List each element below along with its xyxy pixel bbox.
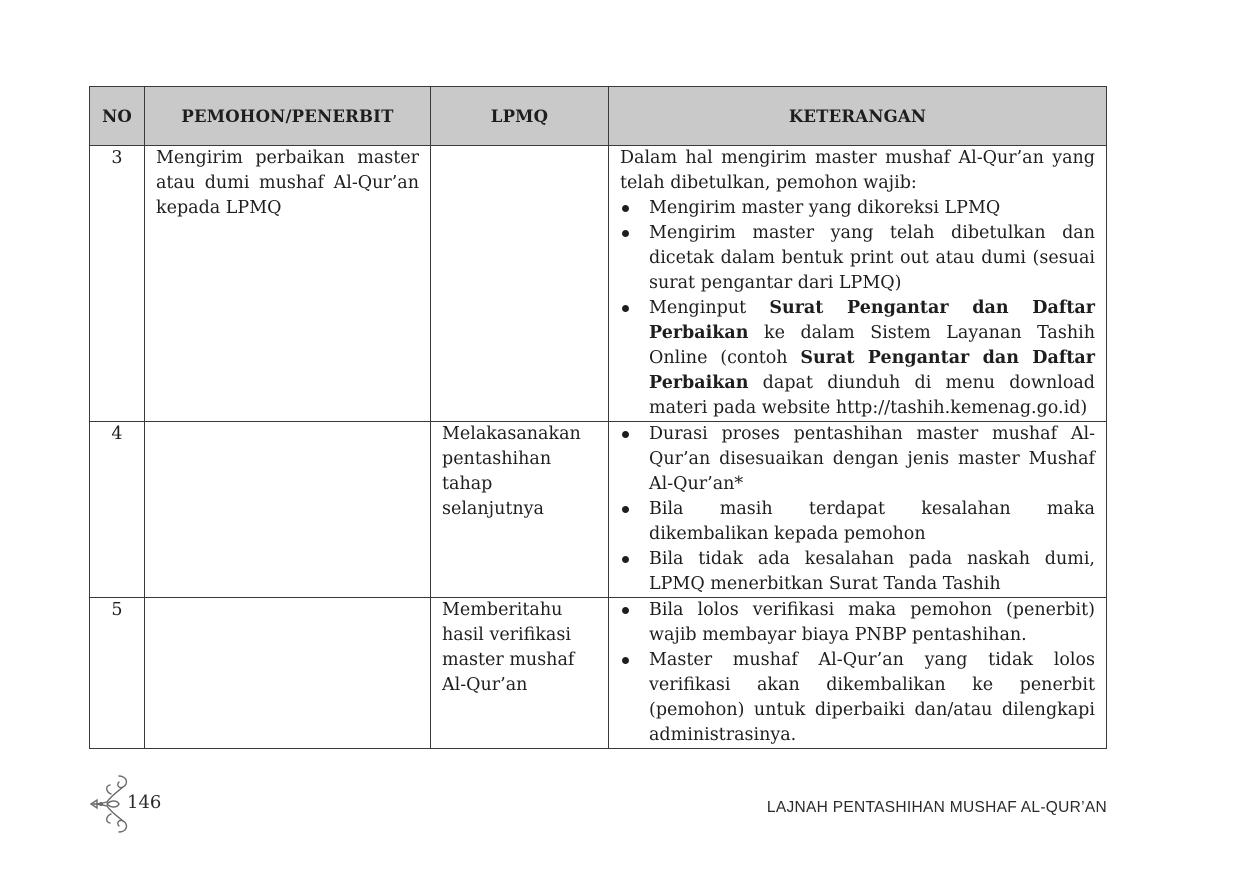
procedure-table xyxy=(89,86,1107,749)
header-pemohon: PEMOHON/PENERBIT xyxy=(145,87,431,146)
bullet-text: Menginput xyxy=(649,298,770,318)
bullet-item: Mengirim master yang dikoreksi LPMQ xyxy=(620,196,1095,221)
page-number: 146 xyxy=(127,792,162,813)
bullet-item: Mengirim master yang telah dibetulkan dan dicetak dalam bentuk print out atau dumi (sesuai surat pengantar dari LPMQ) xyxy=(620,221,1095,296)
bullet-item: Bila masih terdapat kesalahan maka dikembalikan kepada pemohon xyxy=(620,497,1095,547)
row-number: 3 xyxy=(90,146,145,422)
pemohon-cell: Mengirim perbaikan master atau dumi mushaf Al-Qur’an kepada LPMQ xyxy=(145,146,431,422)
table-row xyxy=(90,146,1107,422)
keterangan-intro: Dalam hal mengirim master mushaf Al-Qur’an yang telah dibetulkan, pemohon wajib: xyxy=(620,148,1095,193)
lpmq-cell xyxy=(431,146,609,422)
row-number: 4 xyxy=(90,422,145,598)
table-header-row xyxy=(90,87,1107,146)
bullet-item xyxy=(620,296,1095,421)
bullet-bold-text: Surat Pengantar dan Daftar Perbaikan xyxy=(649,348,1095,393)
row-number: 5 xyxy=(90,598,145,749)
keterangan-bullet-list xyxy=(620,196,1095,421)
pemohon-cell xyxy=(145,598,431,749)
bullet-text: dapat diunduh di menu download materi pada website http://tashih.kemenag.go.id) xyxy=(649,373,1095,418)
keterangan-cell xyxy=(609,146,1107,422)
header-keterangan: KETERANGAN xyxy=(609,87,1107,146)
bullet-item: Master mushaf Al-Qur’an yang tidak lolos verifikasi akan dikembalikan ke penerbit (pemohon) untuk diperbaiki dan/atau dilengkapi administrasinya. xyxy=(620,648,1095,748)
header-lpmq: LPMQ xyxy=(431,87,609,146)
keterangan-cell xyxy=(609,422,1107,598)
keterangan-bullet-list xyxy=(620,598,1095,748)
bullet-item: Durasi proses pentashihan master mushaf Al-Qur’an disesuaikan dengan jenis master Mushaf Al-Qur’an* xyxy=(620,422,1095,497)
table-row xyxy=(90,422,1107,598)
bullet-item: Bila tidak ada kesalahan pada naskah dumi, LPMQ menerbitkan Surat Tanda Tashih xyxy=(620,547,1095,597)
header-no: NO xyxy=(90,87,145,146)
bullet-item: Bila lolos verifikasi maka pemohon (penerbit) wajib membayar biaya PNBP pentashihan. xyxy=(620,598,1095,648)
book-title: LAJNAH PENTASHIHAN MUSHAF AL-QUR’AN xyxy=(766,799,1107,816)
keterangan-bullet-list xyxy=(620,422,1095,597)
keterangan-cell xyxy=(609,598,1107,749)
pemohon-cell xyxy=(145,422,431,598)
page-footer-left xyxy=(89,772,179,836)
bullet-text: ke dalam Sistem Layanan Tashih Online (contoh xyxy=(649,323,1095,368)
table-row xyxy=(90,598,1107,749)
lpmq-cell: Melakasanakan pentashihan tahap selanjutnya xyxy=(431,422,609,598)
bullet-bold-text: Surat Pengantar dan Daftar Perbaikan xyxy=(649,298,1095,343)
lpmq-cell: Memberitahu hasil verifikasi master mushaf Al-Qur’an xyxy=(431,598,609,749)
